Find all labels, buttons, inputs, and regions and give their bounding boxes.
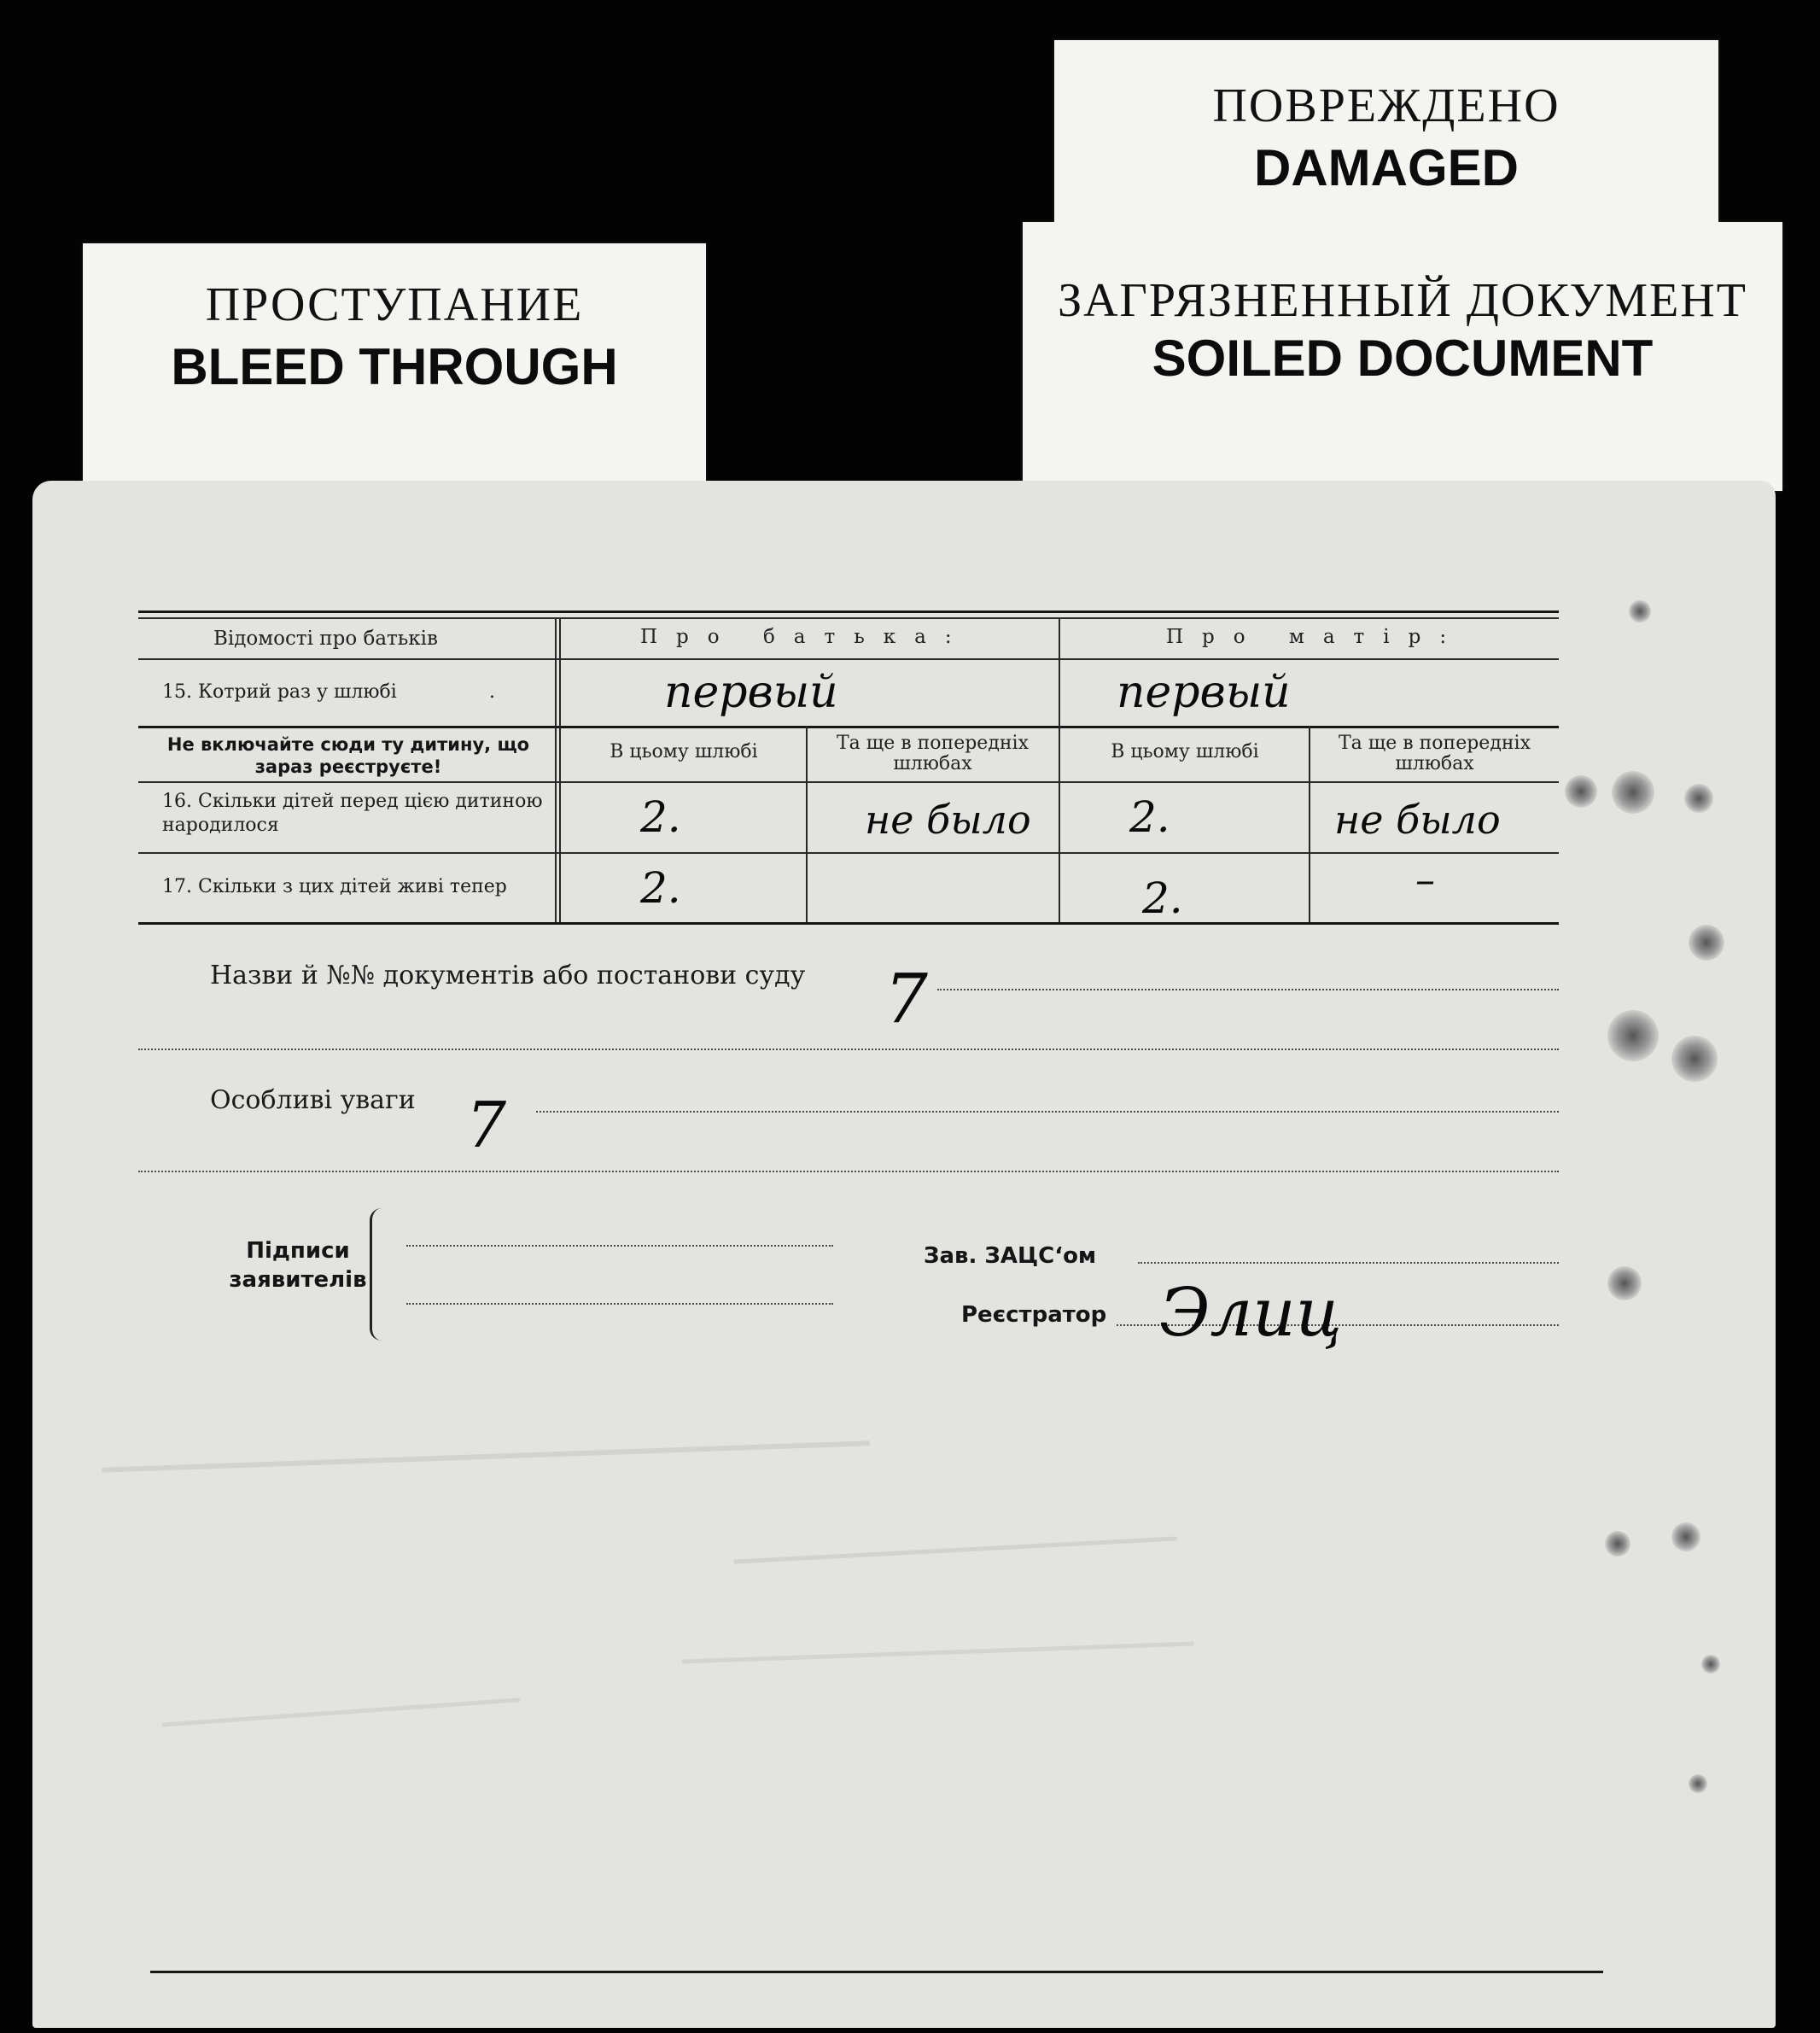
table-column-rule: [555, 619, 557, 922]
table-column-rule: [559, 619, 561, 922]
remarks-dotted-line-2: [138, 1171, 1559, 1172]
table-column-rule: [1309, 726, 1310, 922]
bleed-through-label-en: BLEED THROUGH: [171, 338, 618, 395]
row16-mother-previous: не было: [1334, 797, 1501, 843]
documents-dotted-line: [937, 989, 1559, 990]
table-rule: [138, 781, 1559, 783]
row15-dots: .: [489, 681, 495, 703]
remarks-value: 7: [466, 1089, 507, 1162]
punch-hole: [1607, 1010, 1659, 1061]
head-signature-line: [1138, 1262, 1559, 1264]
table-top-rule-2: [138, 617, 1559, 619]
table-top-rule: [138, 610, 1559, 613]
punch-hole: [1689, 1774, 1707, 1793]
note-exclude-child: Не включайте сюди ту дитину, що зараз реєструєте!: [166, 734, 530, 777]
signature-line-2: [406, 1303, 833, 1305]
damaged-label-en: DAMAGED: [1254, 139, 1519, 196]
document-sheet: [32, 481, 1776, 2028]
soiled-document-label-en: SOILED DOCUMENT: [1152, 330, 1654, 387]
signature-line-1: [406, 1245, 833, 1247]
punch-hole: [1565, 775, 1597, 808]
bleed-through-label: [83, 243, 706, 487]
header-parents-info: Відомості про батьків: [213, 628, 438, 650]
subheader-father-current: В цьому шлюбі: [610, 741, 758, 762]
punch-hole: [1671, 1522, 1700, 1551]
table-rule: [138, 726, 1559, 728]
row17-label: 17. Скільки з цих дітей живі тепер: [162, 876, 507, 897]
row16-father-current: 2.: [640, 792, 681, 842]
remarks-dotted-line: [536, 1111, 1559, 1113]
documents-value: 7: [884, 959, 928, 1038]
registrar-signature: Элиц: [1159, 1275, 1343, 1352]
header-about-mother: Про матір:: [1166, 626, 1466, 648]
punch-hole: [1629, 600, 1651, 622]
damaged-label-ru: ПОВРЕЖДЕНО: [1212, 79, 1560, 132]
bleed-through-ghost-3: [680, 1599, 1194, 1664]
damaged-label: [1054, 40, 1718, 224]
row15-label: 15. Котрий раз у шлюбі: [162, 681, 397, 703]
soiled-document-label: [1023, 222, 1782, 491]
row15-father-value: первый: [664, 667, 838, 718]
punch-hole: [1689, 925, 1724, 961]
row16-mother-current: 2.: [1129, 792, 1170, 842]
bleed-through-ghost-2: [732, 1493, 1177, 1563]
signatures-brace: [370, 1208, 384, 1341]
documents-label: Назви й №№ документів або постанови суду: [210, 961, 806, 990]
row16-father-previous: не было: [865, 797, 1031, 843]
signatures-label: Підписи заявителів: [229, 1238, 367, 1293]
table-rule: [138, 852, 1559, 854]
bleed-through-ghost-1: [100, 1389, 870, 1472]
subheader-father-previous: Та ще в попередніх шлюбах: [837, 733, 1029, 774]
punch-hole: [1605, 1531, 1630, 1557]
table-bottom-rule: [138, 922, 1559, 925]
punch-hole: [1684, 784, 1713, 813]
subheader-mother-previous: Та ще в попередніх шлюбах: [1339, 733, 1531, 774]
punch-hole: [1612, 771, 1654, 814]
soiled-document-label-ru: ЗАГРЯЗНЕННЫЙ ДОКУМЕНТ: [1058, 274, 1747, 327]
page-bottom-rule: [150, 1971, 1603, 1973]
row16-label: 16. Скільки дітей перед цією дитиною народилося: [162, 791, 543, 836]
punch-hole: [1671, 1036, 1718, 1082]
row17-mother-previous: –: [1415, 856, 1435, 903]
bleed-through-label-ru: ПРОСТУПАНИЕ: [205, 278, 584, 331]
table-column-rule: [1059, 619, 1060, 922]
table-column-rule: [806, 726, 808, 922]
row17-mother-current: 2.: [1142, 873, 1183, 923]
subheader-mother-current: В цьому шлюбі: [1111, 741, 1259, 762]
remarks-label: Особливі уваги: [210, 1085, 416, 1115]
bleed-through-ghost-4: [160, 1663, 520, 1726]
registrar-label: Реєстратор: [961, 1302, 1107, 1328]
row15-mother-value: первый: [1117, 667, 1291, 718]
punch-hole: [1607, 1266, 1642, 1300]
header-about-father: Про батька:: [640, 626, 971, 648]
punch-hole: [1701, 1655, 1720, 1674]
row17-father-current: 2.: [640, 863, 681, 913]
head-of-registry-label: Зав. ЗАЦС‘ом: [924, 1243, 1097, 1269]
documents-dotted-line-2: [138, 1049, 1559, 1050]
table-rule: [138, 658, 1559, 660]
